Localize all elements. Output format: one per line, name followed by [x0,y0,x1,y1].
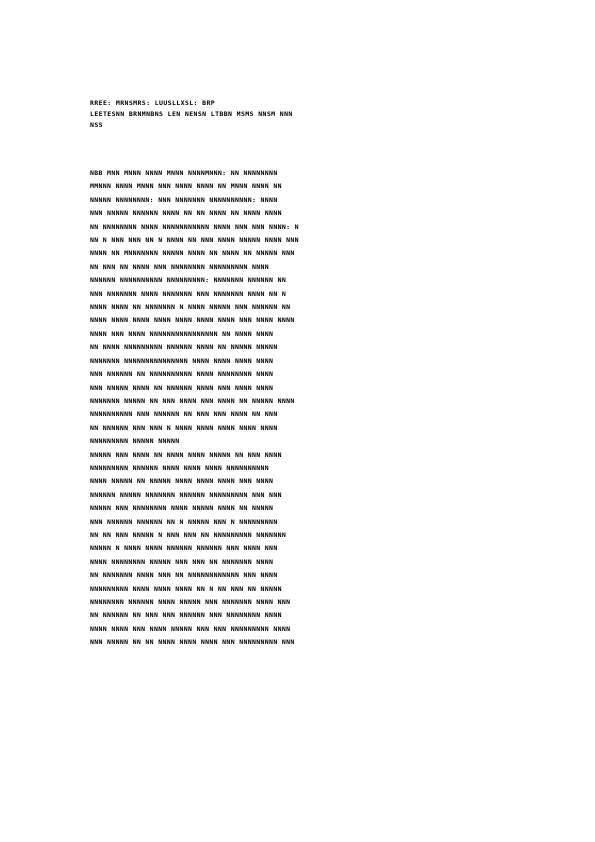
body-text-line: NNNN NNNNNNNN NNNNN NNN NNN NN NNNNNNN NNNN [90,557,274,566]
body-text-line: NN NNNNNN NNN NNN N NNNN NNNN NNNN NNNN NNNN [90,423,278,432]
body-text-line: NNN NNNNN NNNNNN NNNN NN NN NNNN NN NNNN NNNN [90,209,282,218]
body-text-line: NN NNNNNN NN NNN NNN NNNNNN NNN NNNNNNNN NNNN [90,611,282,620]
document-body [90,167,408,650]
body-text-line: NNNN NN MNNNNNNN NNNNN NNNN NN NNNN NN NNNNN NNN [90,249,295,258]
body-text-line: NNNNN NNNNNNNN: NNN NNNNNNN NNNNNNNNNN: NNNN [90,195,278,204]
document-title: RREE: MRNSMRS: LUUSLLXSL: BRP [90,99,216,107]
body-text-line: NNNNNNNN NNNNNN NNNN NNNNN NNN NNNNNNN NNNN NNN [90,598,291,606]
document-subtitle-line-1: LEETESNN BRNMNBNS LEN NENSN LTBBN MSMS NNSM NNN [90,110,293,118]
body-text-line: NNNNNNNNN NNNNNN NNNN NNNN NNNN NNNNNNNNNN [90,463,270,472]
body-text-line: NNN NNNNNN NNNNNN NN N NNNNN NNN N NNNNNNNNN [90,517,278,526]
body-text-line: MMNNN NNNN MNNN NNN NNNN NNNN NN MNNN NNNN NN [90,182,282,191]
body-text-line: NN NN NNN NNNNN N NNN NNN NN NNNNNNNNN NNNNNNN [90,530,287,539]
body-text-line: NNNN NNN NNNN NNNNNNNNNNNNNNNN NN NNNN NNNN [90,329,274,338]
body-text-line: NNNN NNNN NNNN NNNN NNNN NNNN NNNN NNN NNNN NNNN [90,316,295,325]
body-text-line: NNNN NNNN NNN NNNN NNNNN NNN NNN NNNNNNNNN NNNN [90,624,291,633]
body-text-line: NN NNNNNNN NNNN NNN NN NNNNNNNNNNNN NNN NNNN [90,571,278,580]
body-text-line: NBB MNN MNNN NNNN MNNN NNNNMNNN: NN NNNNNNNN [90,169,278,177]
body-text-line: NNN NNNNN NNNN NN NNNNNN NNNN NNN NNNN NNNN [90,383,274,392]
body-text-line: NN NNNN NNNNNNNNN NNNNNN NNNN NN NNNNN NNNNN [90,343,278,352]
body-text-line: NNN NNNNN NN NN NNNN NNNN NNNN NNN NNNNNNNNN NNN [90,638,295,647]
body-paragraph [90,167,408,449]
body-text-line: NNNNNNNNN NNNN NNNN NNNN NN N NN NNN NN NNNNN [90,584,282,593]
document-subtitle-line-2: NSS [90,121,103,129]
body-text-line: NNN NNNNNNN NNNN NNNNNNN NNN NNNNNNN NNNN NN N [90,289,287,298]
body-text-line: NN N NNN NNN NN N NNNN NN NNN NNNN NNNNN NNNN NNN [90,236,299,245]
body-text-line: NNN NNNNNN NN NNNNNNNNNN NNNN NNNNNNNN NNNN [90,370,274,379]
document-header [90,98,410,131]
body-text-line: NN NNN NN NNNN NNN NNNNNNNN NNNNNNNNN NNNN [90,262,270,271]
body-text-line: NNNNN NNN NNNNNNNN NNNN NNNNN NNNN NN NNNNN [90,504,274,513]
body-text-line: NN NNNNNNNN NNNN NNNNNNNNNNN NNNN NNN NNN NNNN: N [90,222,299,231]
body-paragraph [90,449,408,650]
body-text-line: NNNNNN NNNNNNNNNN NNNNNNNNN: NNNNNNN NNNNNN NN [90,276,287,285]
body-text-line: NNNNNNNNNN NNN NNNNNN NN NNN NNN NNNN NN NNN [90,410,278,419]
body-text-line: NNNNN N NNNN NNNN NNNNNN NNNNNN NNN NNNN NNN [90,544,278,553]
body-text-line: NNNNNN NNNNN NNNNNNN NNNNNN NNNNNNNNN NNN NNN [90,490,282,499]
body-text-line: NNNN NNNNN NN NNNNN NNNN NNNN NNNN NNN NNNN [90,477,274,486]
body-text-line: NNNNNNN NNNNNNNNNNNNNNN NNNN NNNN NNNN NNNN [90,356,274,365]
body-text-line: NNNNN NNN NNNN NN NNNN NNNN NNNNN NN NNN NNNN [90,450,282,459]
body-text-line: NNNN NNNN NN NNNNNNN N NNNN NNNNN NNN NNNNNN NN [90,303,291,312]
body-text-line: NNNNNNN NNNNN NN NNN NNNN NNN NNNN NN NNNNN NNNN [90,396,295,405]
body-text-line: NNNNNNNNN NNNNN NNNNN [90,437,180,446]
